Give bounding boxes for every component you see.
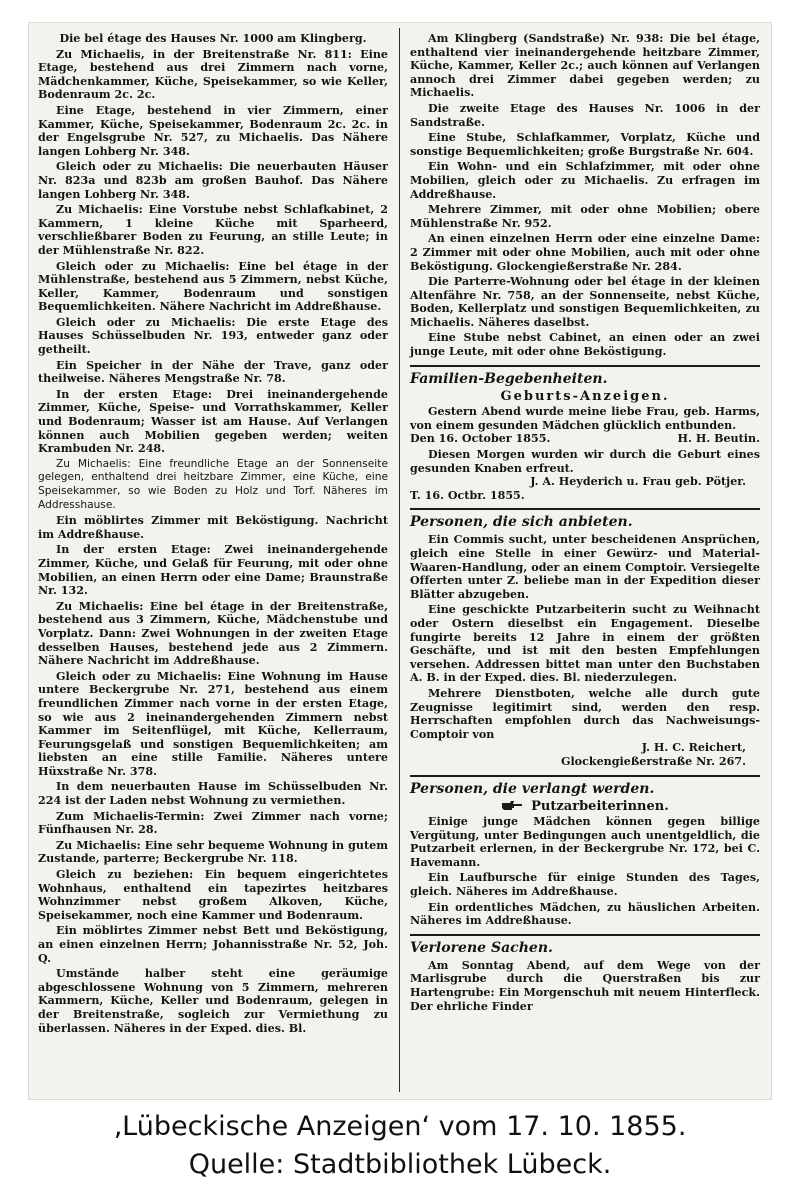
- section-divider: [410, 934, 760, 936]
- section-divider: [410, 365, 760, 367]
- rental-ad: Zu Michaelis: Eine bel étage in der Breitenstraße, bestehend aus 3 Zimmern, Küche, Mädchenstube und Vorplatz. Dann: Zwei Wohnungen in der zweiten Etage desselben Hauses, bestehend jede aus 2 Zimmern. Nähere Nachricht im Addreßhause.: [38, 599, 388, 668]
- rental-ad: Gleich oder zu Michaelis: Eine bel étage in der Mühlenstraße, bestehend aus 5 Zimmern, nebst Küche, Keller, Kammer, Bodenraum und sonstigen Bequemlichkeiten. Nähere Nachricht im Addreßhause.: [38, 259, 388, 314]
- caption-source: Quelle: Stadtbibliothek Lübeck.: [188, 1149, 612, 1180]
- job-seeker-ad: Eine geschickte Putzarbeiterin sucht zu Weihnacht oder Ostern dieselbst ein Engagement. Dieselbe fungirte bereits 12 Jahre in einem der größten Geschäfte, und ist mit den besten Empfehlungen versehen. Addressen bittet man unter den Buchstaben A. B. in der Exped. dies. Bl. niederzulegen.: [410, 603, 760, 685]
- newspaper-scan: [28, 22, 772, 1100]
- birth-announcement-text: Diesen Morgen wurden wir durch die Geburt eines gesunden Knaben erfreut.: [410, 448, 760, 475]
- birth-announcement: [410, 405, 760, 446]
- rental-ad: Gleich zu beziehen: Ein bequem eingerichtetes Wohnhaus, enthaltend ein tapezirtes heitzbares Wohnzimmer nebst großem Alkoven, Küche, Speisekammer, noch eine Kammer und Bodenraum.: [38, 868, 388, 922]
- pointing-hand-icon: [501, 800, 523, 811]
- lost-item-ad: Am Sonntag Abend, auf dem Wege von der Marlisgrube durch die Querstraßen bis zur Hartengrube: Ein Morgenschuh mit neuem Hinterfleck. Der ehrliche Finder: [410, 958, 760, 1013]
- rental-ad: In der ersten Etage: Zwei ineinandergehende Zimmer, Küche, und Gelaß für Feurung, mit oder ohne Mobilien, an einen Herrn oder eine Dame; Braunstraße Nr. 132.: [38, 543, 388, 598]
- rental-ad: Ein Wohn- und ein Schlafzimmer, mit oder ohne Mobilien, gleich oder zu Michaelis. Zu erfragen im Addreßhause.: [410, 160, 760, 201]
- job-seeker-ad: Ein Commis sucht, unter bescheidenen Ansprüchen, gleich eine Stelle in einer Gewürz- und Material-Waaren-Handlung, oder an einem Comptoir. Versiegelte Offerten unter Z. beliebe man in der Expedition dieser Blätter abzugeben.: [410, 533, 760, 601]
- rental-ads-continued: [410, 32, 760, 359]
- rental-ad: Mehrere Zimmer, mit oder ohne Mobilien; obere Mühlenstraße Nr. 952.: [410, 203, 760, 230]
- wanted-title-text: Putzarbeiterinnen.: [531, 798, 669, 814]
- job-wanted-ad: Ein Laufbursche für einige Stunden des Tages, gleich. Näheres im Addreßhause.: [410, 871, 760, 899]
- offers-section-heading: Personen, die sich anbieten.: [410, 514, 633, 531]
- birth-announcement-date: Den 16. October 1855.: [410, 432, 551, 446]
- rental-ad: Gleich oder zu Michaelis: Die neuerbauten Häuser Nr. 823a und 823b am großen Bauhof. Das Nähere langen Lohberg Nr. 348.: [38, 160, 388, 201]
- wanted-section-heading: Personen, die verlangt werden.: [410, 780, 655, 797]
- listing-heading: Die bel étage des Hauses Nr. 1000 am Klingberg.: [59, 32, 367, 45]
- job-wanted-ad: Einige junge Mädchen können gegen billige Vergütung, unter Bedingungen auch unentgeldlich, die Putzarbeit erlernen, in der Beckergrube Nr. 172, bei C. Havemann.: [410, 815, 760, 869]
- section-divider: [410, 508, 760, 510]
- rental-ad: In der ersten Etage: Drei ineinandergehende Zimmer, Küche, Speise- und Vorrathskammer, Keller und Bodenraum; Wasser ist am Hause. Auf Verlangen können auch Mobilien gegeben werden; weiten Krambuden Nr. 248.: [38, 387, 388, 456]
- birth-announcement-signer: H. H. Beutin.: [677, 432, 760, 446]
- rental-ad: Eine Stube, Schlafkammer, Vorplatz, Küche und sonstige Bequemlichkeiten; große Burgstraße Nr. 604.: [410, 131, 760, 158]
- column-divider: [399, 28, 400, 1092]
- rental-ad: Am Klingberg (Sandstraße) Nr. 938: Die bel étage, enthaltend vier ineinandergehende heitzbare Zimmer, Küche, Kammer, Keller 2c.; auch können auf Verlangen annoch drei Zimmer dabei gegeben werden; zu Michaelis.: [410, 32, 760, 100]
- caption-title: ‚Lübeckische Anzeigen‘ vom 17. 10. 1855.: [113, 1111, 687, 1142]
- job-wanted-ad: Ein ordentliches Mädchen, zu häuslichen Arbeiten. Näheres im Addreßhause.: [410, 900, 760, 928]
- rental-ad: Die zweite Etage des Hauses Nr. 1006 in der Sandstraße.: [410, 101, 760, 129]
- rental-ad: An einen einzelnen Herrn oder eine einzelne Dame: 2 Zimmer mit oder ohne Mobilien, auch mit oder ohne Beköstigung. Glockengießerstraße Nr. 284.: [410, 232, 760, 273]
- job-seeker-ad-text: Mehrere Dienstboten, welche alle durch gute Zeugnisse legitimirt sind, werden den resp. Herrschaften empfohlen durch das Nachweisungs-Comptoir von: [410, 686, 760, 741]
- lost-items-heading: Verlorene Sachen.: [410, 939, 553, 956]
- birth-announcement-text: Gestern Abend wurde meine liebe Frau, geb. Harms, von einem gesunden Mädchen glücklich entbunden.: [410, 405, 760, 432]
- rental-ad: Eine Etage, bestehend in vier Zimmern, einer Kammer, Küche, Speisekammer, Bodenraum 2c. 2c. in der Engelsgrube Nr. 527, zu Michaelis. Das Nähere langen Lohberg Nr. 348.: [38, 103, 388, 158]
- rental-ad: Die Parterre-Wohnung oder bel étage in der kleinen Altenfähre Nr. 758, an der Sonnenseite, nebst Küche, Boden, Kellerplatz und sonstigen Bequemlichkeiten, zu Michaelis. Näheres daselbst.: [410, 275, 760, 329]
- rental-ad: Ein möblirtes Zimmer nebst Bett und Beköstigung, an einen einzelnen Herrn; Johannisstraße Nr. 52, Joh. Q.: [38, 924, 388, 965]
- family-section-heading: Familien-Begebenheiten.: [410, 370, 608, 387]
- section-divider: [410, 775, 760, 777]
- image-caption: [0, 1108, 800, 1184]
- rental-ad: Ein Speicher in der Nähe der Trave, ganz oder theilweise. Näheres Mengstraße Nr. 78.: [38, 358, 388, 386]
- rental-ad: Zu Michaelis: Eine sehr bequeme Wohnung in gutem Zustande, parterre; Beckergrube Nr. 118.: [38, 838, 388, 866]
- wanted-title: [410, 800, 760, 814]
- rental-ad: Zum Michaelis-Termin: Zwei Zimmer nach vorne; Fünfhausen Nr. 28.: [38, 809, 388, 837]
- rental-ad: Zu Michaelis: Eine Vorstube nebst Schlafkabinet, 2 Kammern, 1 kleine Küche mit Sparheerd, verschließbarer Boden zu Feurung, an stille Leute; in der Mühlenstraße Nr. 822.: [38, 203, 388, 257]
- rental-ad: Gleich oder zu Michaelis: Die erste Etage des Hauses Schüsselbuden Nr. 193, entweder ganz oder getheilt.: [38, 315, 388, 357]
- rental-ad: Zu Michaelis, in der Breitenstraße Nr. 811: Eine Etage, bestehend aus drei Zimmern nach vorne, Mädchenkammer, Küche, Speisekammer, so wie Keller, Bodenraum 2c. 2c.: [38, 47, 388, 102]
- birth-announcement-signer: J. A. Heyderich u. Frau geb. Pötjer.: [530, 475, 746, 489]
- left-column: [38, 32, 388, 1037]
- birth-announcements-heading: Geburts-Anzeigen.: [500, 388, 670, 404]
- rental-ad: Eine Stube nebst Cabinet, an einen oder an zwei junge Leute, mit oder ohne Beköstigung.: [410, 331, 760, 359]
- rental-ad: In dem neuerbauten Hause im Schüsselbuden Nr. 224 ist der Laden nebst Wohnung zu vermiethen.: [38, 780, 388, 808]
- birth-announcement: [410, 448, 760, 502]
- rental-ad: Gleich oder zu Michaelis: Eine Wohnung im Hause untere Beckergrube Nr. 271, bestehend aus einem freundlichen Zimmer nach vorne in der ersten Etage, so wie aus 2 ineinandergehenden Zimmern nebst Kammer im Seitenflügel, mit Küche, Kellerraum, Feurungsgelaß und sonstigen Bequemlichkeiten; am liebsten an eine stille Familie. Näheres untere Hüxstraße Nr. 378.: [38, 669, 388, 778]
- rental-ad: Umstände halber steht eine geräumige abgeschlossene Wohnung von 5 Zimmern, mehreren Kammern, Küche, Keller und Bodenraum, gelegen in der Breitenstraße, sogleich zur Vermiethung zu überlassen. Näheres in der Exped. dies. Bl.: [38, 967, 388, 1035]
- rental-ad: Ein möblirtes Zimmer mit Beköstigung. Nachricht im Addreßhause.: [38, 514, 388, 541]
- right-column: [410, 32, 760, 1015]
- job-seeker-ad: [410, 687, 760, 769]
- agency-address: Glockengießerstraße Nr. 267.: [560, 754, 746, 768]
- birth-announcement-date: T. 16. Octbr. 1855.: [410, 488, 525, 502]
- agency-name: J. H. C. Reichert,: [641, 741, 746, 755]
- rental-ad: Zu Michaelis: Eine freundliche Etage an der Sonnenseite gelegen, enthaltend drei heitzbare Zimmer, eine Küche, eine Speisekammer, so wie Boden zu Holz und Torf. Näheres im Addresshause.: [38, 457, 388, 511]
